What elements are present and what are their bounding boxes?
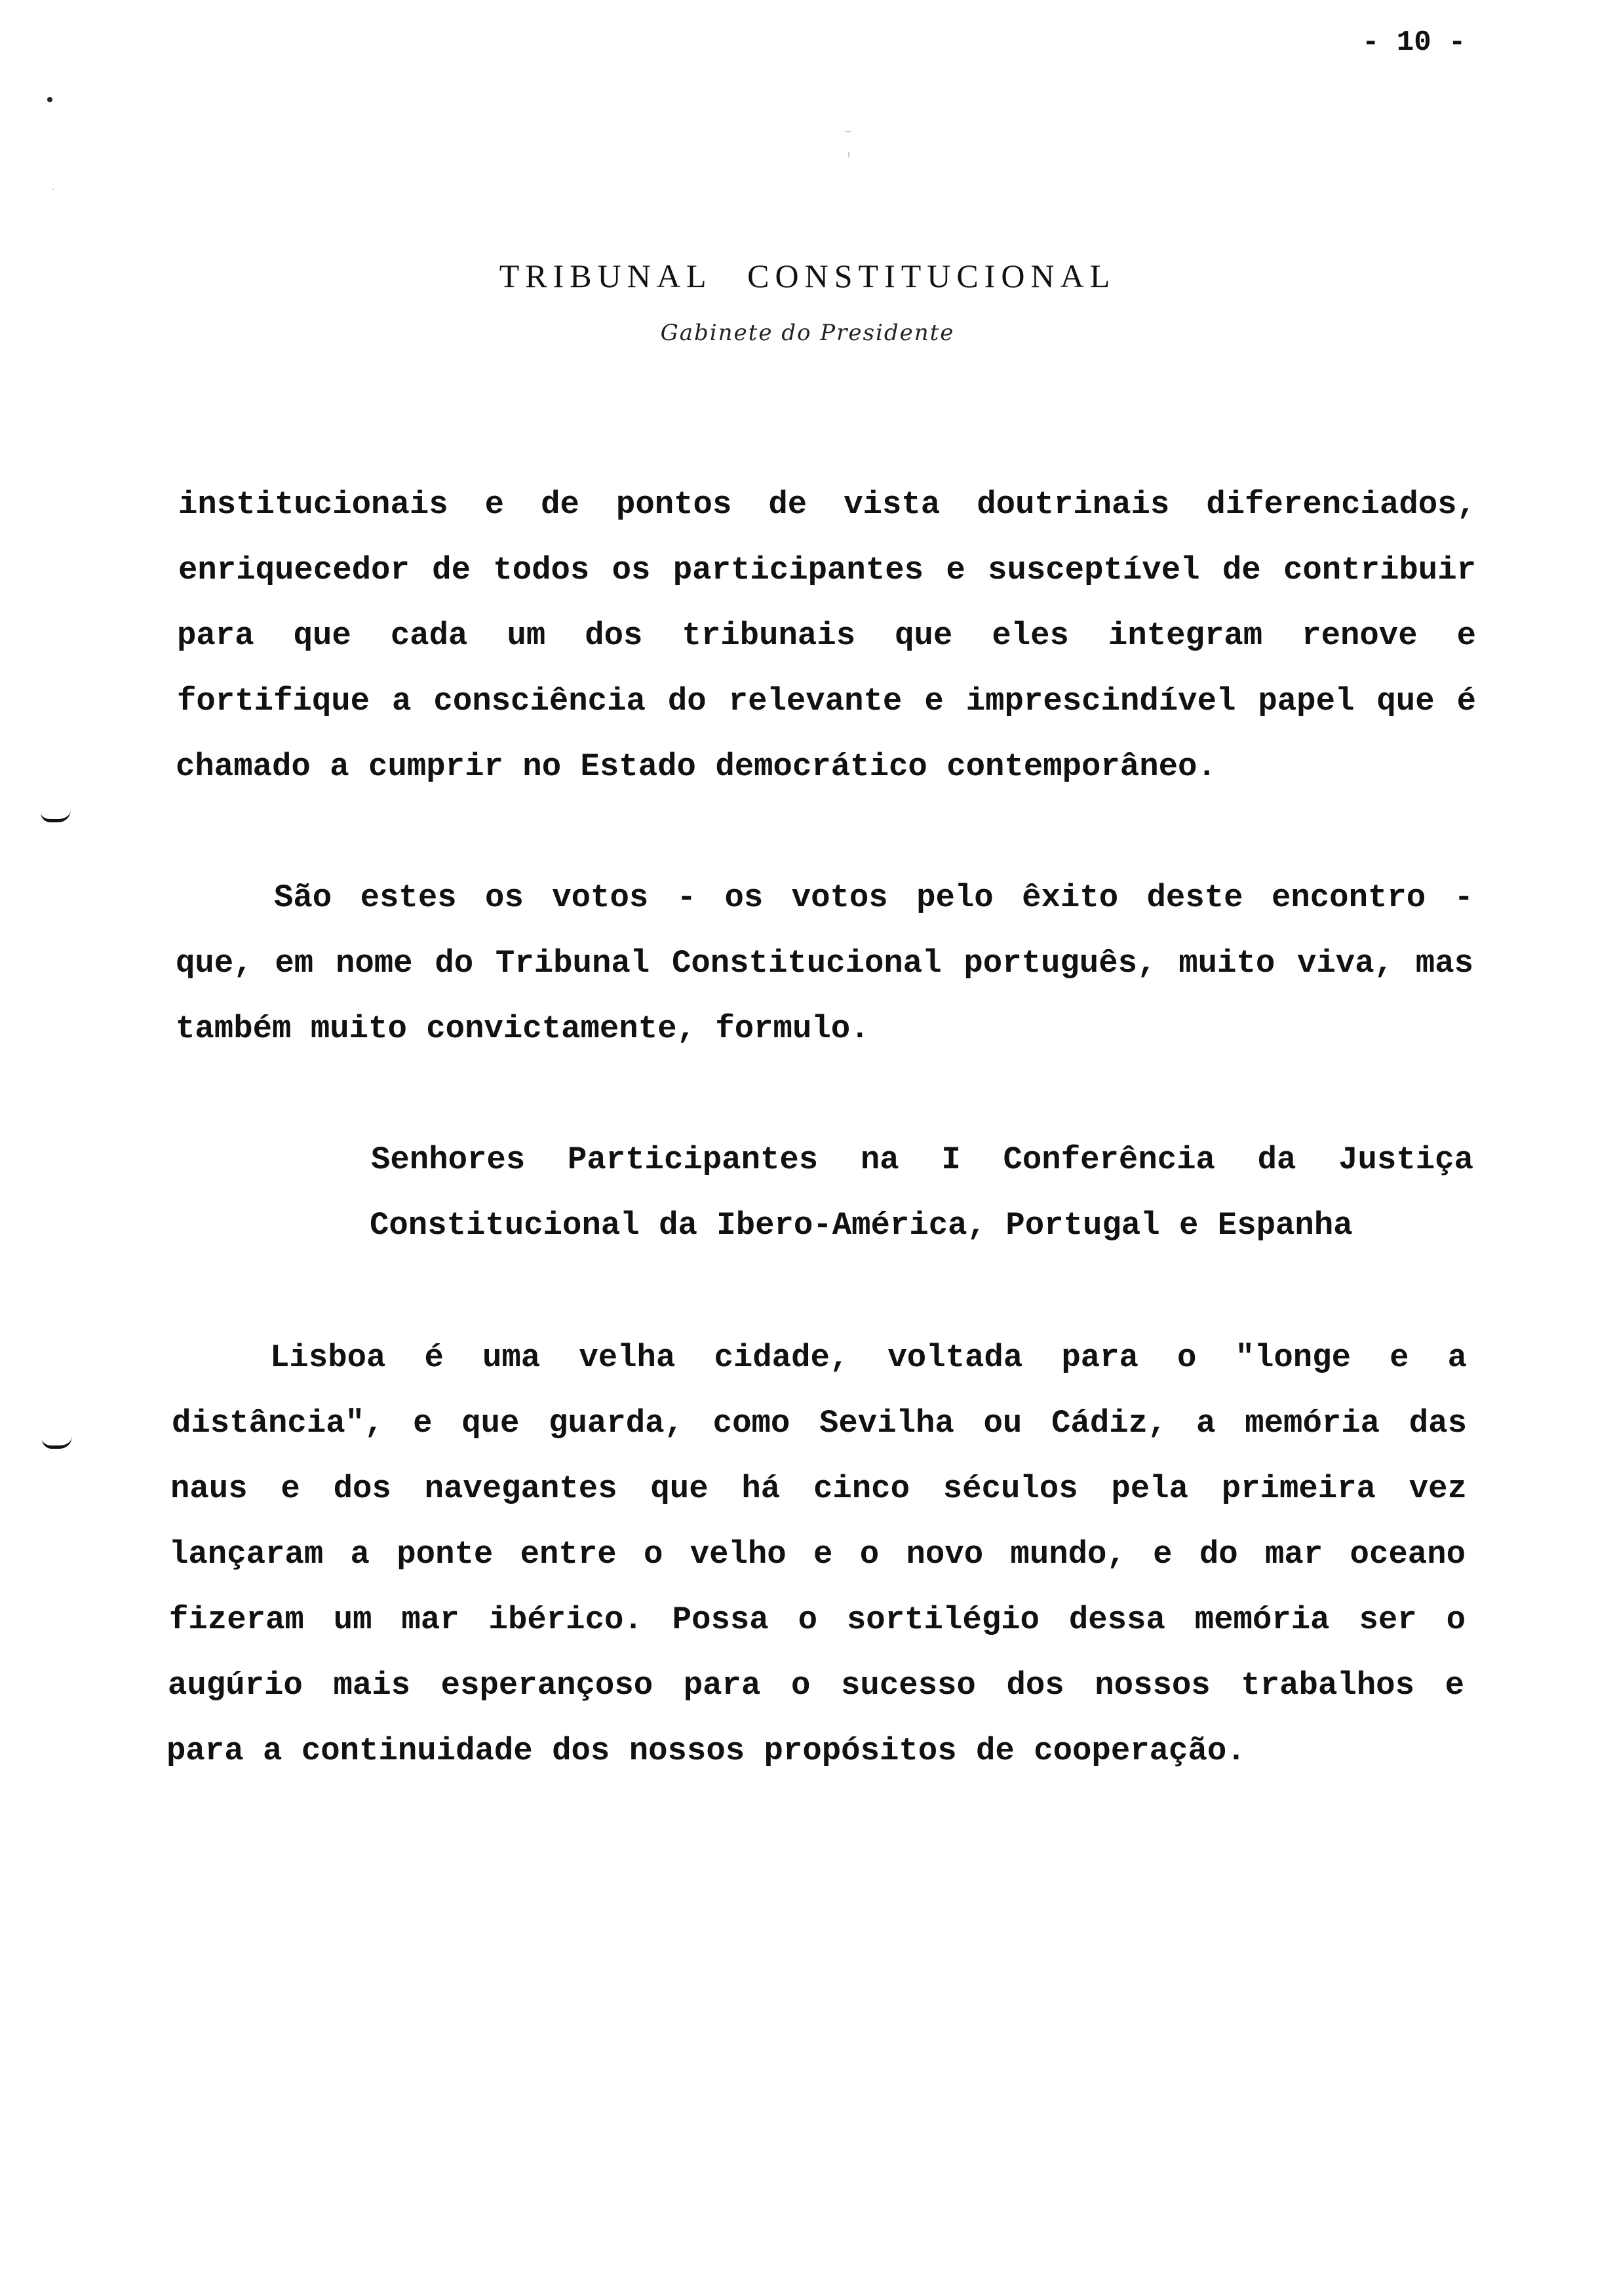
- paragraph-3-line: augúrio mais esperançoso para o sucesso dos nossos trabalhos e: [168, 1667, 1464, 1704]
- paragraph-3-line: lançaram a ponte entre o velho e o novo mundo, e do mar oceano: [169, 1536, 1466, 1573]
- punch-hole-mark: [41, 810, 71, 822]
- paragraph-1-line: enriquecedor de todos os participantes e susceptível de contribuir: [178, 552, 1476, 588]
- scan-speck: [848, 152, 849, 157]
- paragraph-2-line: que, em nome do Tribunal Constitucional português, muito viva, mas: [176, 945, 1473, 982]
- paragraph-1-line: fortifique a consciência do relevante e imprescindível papel que é: [177, 683, 1476, 719]
- salutation-line: Senhores Participantes na I Conferência da Justiça: [371, 1141, 1473, 1178]
- punch-hole-mark: [42, 1436, 72, 1449]
- paragraph-3-line: Lisboa é uma velha cidade, voltada para o "longe e a: [270, 1339, 1467, 1376]
- paragraph-3-line: para a continuidade dos nossos propósitos de cooperação.: [166, 1732, 1246, 1769]
- scan-speck: [47, 97, 52, 102]
- scan-speck: [52, 189, 54, 190]
- letterhead-subtitle: Gabinete do Presidente: [660, 320, 955, 346]
- page-number: - 10 -: [1362, 26, 1466, 59]
- paragraph-3-line: naus e dos navegantes que há cinco séculos pela primeira vez: [170, 1470, 1467, 1507]
- salutation-line: Constitucional da Ibero-América, Portugal e Espanha: [370, 1207, 1353, 1244]
- letterhead-title: TRIBUNAL CONSTITUCIONAL: [499, 258, 1116, 294]
- paragraph-2-line: também muito convictamente, formulo.: [176, 1010, 870, 1047]
- paragraph-1-line: chamado a cumprir no Estado democrático contemporâneo.: [176, 748, 1216, 785]
- paragraph-3-line: fizeram um mar ibérico. Possa o sortilégio dessa memória ser o: [169, 1601, 1466, 1638]
- scan-speck: [846, 131, 851, 132]
- paragraph-3-line: distância", e que guarda, como Sevilha ou Cádiz, a memória das: [172, 1405, 1467, 1442]
- paragraph-1-line: institucionais e de pontos de vista doutrinais diferenciados,: [178, 486, 1476, 523]
- paragraph-2-line: São estes os votos - os votos pelo êxito deste encontro -: [274, 879, 1473, 916]
- paragraph-1-line: para que cada um dos tribunais que eles integram renove e: [177, 617, 1476, 654]
